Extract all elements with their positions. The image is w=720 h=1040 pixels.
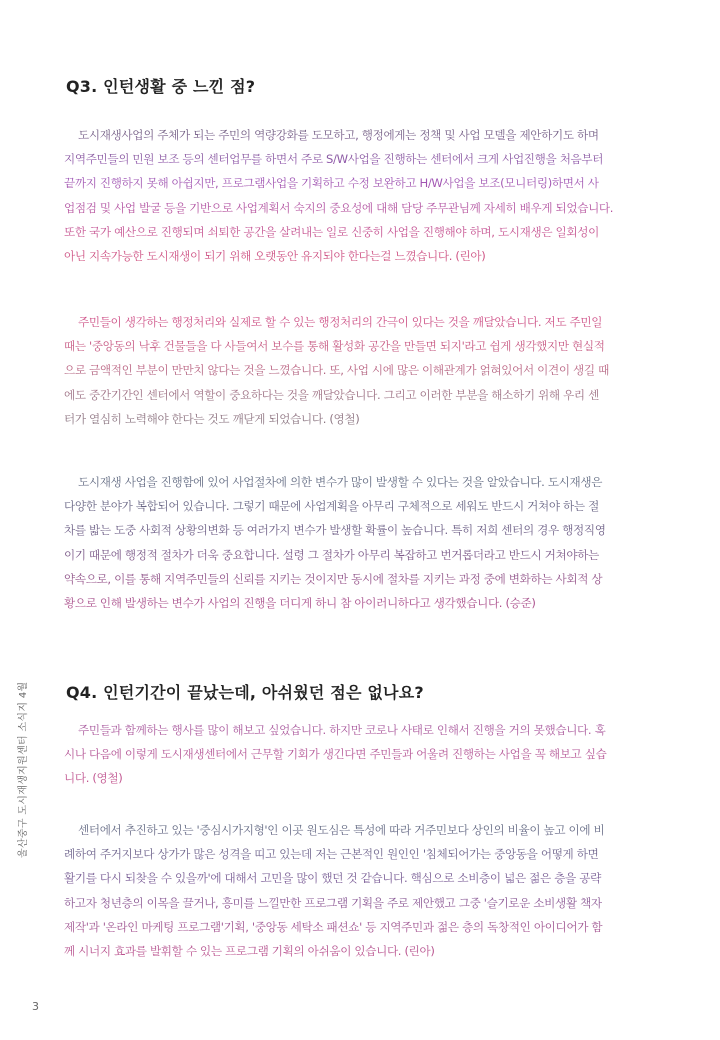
- text-line: 니다. (영철): [64, 771, 123, 786]
- text-line: 례하여 주거지보다 상가가 많은 성격을 띠고 있는데 저는 근본적인 원인인 '침체되어가는 중앙동을 어떻게 하면: [64, 847, 599, 862]
- question-3-title: Q3. 인턴생활 중 느낀 점?: [66, 77, 256, 96]
- text-line: 하고자 청년층의 이목을 끌거나, 흥미를 느낄만한 프로그램 기획을 주로 제안했고 그중 '슬기로운 소비생활 책자: [64, 895, 602, 910]
- answer-paragraph: [64, 470, 654, 615]
- text-line: 때는 '중앙동의 낙후 건물들을 다 사들여서 보수를 통해 활성화 공간을 만들면 되지'라고 쉽게 생각했지만 현실적: [64, 339, 605, 354]
- text-line: 황으로 인해 발생하는 변수가 사업의 진행을 더디게 하니 참 아이러니하다고 생각했습니다. (승준): [64, 596, 536, 611]
- text-line: 도시재생 사업을 진행함에 있어 사업절차에 의한 변수가 많이 발생할 수 있다는 것을 알았습니다. 도시재생은: [78, 475, 603, 489]
- answer-paragraph: [64, 818, 654, 963]
- text-line: 업점검 및 사업 발굴 등을 기반으로 사업계획서 숙지의 중요성에 대해 담당 주무관님께 자세히 배우게 되었습니다.: [64, 200, 614, 215]
- answer-paragraph: [64, 123, 654, 268]
- text-line: 센터에서 추진하고 있는 '중심시가지형'인 이곳 원도심은 특성에 따라 거주민보다 상인의 비율이 높고 이에 비: [78, 823, 605, 837]
- text-line: 도시재생사업의 주체가 되는 주민의 역량강화를 도모하고, 행정에게는 정책 및 사업 모델을 제안하기도 하며: [78, 128, 599, 142]
- answer-paragraph: [64, 718, 654, 791]
- text-line: 또한 국가 예산으로 진행되며 쇠퇴한 공간을 살려내는 일로 신중히 사업을 진행해야 하며, 도시재생은 일회성이: [64, 224, 599, 239]
- text-line: 약속으로, 이를 통해 지역주민들의 신뢰를 지키는 것이지만 동시에 절차를 지키는 과정 중에 변화하는 사회적 상: [64, 571, 603, 586]
- text-line: 제작'과 '온라인 마케팅 프로그램'기획, '중앙동 세탁소 패션쇼' 등 지역주민과 젊은 층의 독창적인 아이디어가 함: [64, 919, 603, 934]
- text-line: 으로 금액적인 부분이 만만치 않다는 것을 느꼈습니다. 또, 사업 시에 많은 이해관계가 얽혀있어서 이견이 생길 때: [64, 363, 609, 378]
- text-line: 에도 중간기간인 센터에서 역할이 중요하다는 것을 깨달았습니다. 그리고 이러한 부분을 해소하기 위해 우리 센: [64, 387, 599, 402]
- text-line: 시나 다음에 이렇게 도시재생센터에서 근무할 기회가 생긴다면 주민들과 어울려 진행하는 사업을 꼭 해보고 싶습: [64, 747, 607, 762]
- text-line: 께 시너지 효과를 발휘할 수 있는 프로그램 기획의 아쉬움이 있습니다. (린아): [64, 944, 435, 959]
- text-line: 주민들이 생각하는 행정처리와 실제로 할 수 있는 행정처리의 간극이 있다는 것을 깨달았습니다. 저도 주민일: [78, 315, 603, 329]
- text-line: 차를 밟는 도중 사회적 상황의변화 등 여러가지 변수가 발생할 확률이 높습니다. 특히 저희 센터의 경우 행정직영: [64, 523, 606, 538]
- text-line: 터가 열심히 노력해야 한다는 것도 깨닫게 되었습니다. (영철): [64, 411, 360, 426]
- page-number: 3: [32, 1000, 39, 1013]
- text-line: 주민들과 함께하는 행사를 많이 해보고 싶었습니다. 하지만 코로나 사태로 인해서 진행을 거의 못했습니다. 혹: [78, 723, 606, 737]
- question-4-title: Q4. 인턴기간이 끝났는데, 아쉬웠던 점은 없나요?: [66, 683, 424, 702]
- text-line: 다양한 분야가 복합되어 있습니다. 그렇기 때문에 사업계획을 아무리 구체적으로 세워도 반드시 거쳐야 하는 절: [64, 499, 599, 514]
- text-line: 지역주민들의 민원 보조 등의 센터업무를 하면서 주로 S/W사업을 진행하는 센터에서 크게 사업진행을 처음부터: [64, 152, 604, 167]
- newsletter-side-label: 울산중구 도시재생지원센터 소식지 4월: [18, 681, 29, 858]
- text-line: 이기 때문에 행정적 절차가 더욱 중요합니다. 설령 그 절차가 아무리 복잡하고 번거롭더라고 반드시 거쳐야하는: [64, 547, 599, 562]
- text-line: 활기를 다시 되찾을 수 있을까'에 대해서 고민을 많이 했던 것 같습니다. 핵심으로 소비층이 넓은 젊은 층을 공략: [64, 871, 601, 886]
- text-line: 아닌 지속가능한 도시재생이 되기 위해 오랫동안 유지되야 한다는걸 느꼈습니다. (린아): [64, 249, 486, 264]
- answer-paragraph: [64, 310, 654, 431]
- text-line: 끝까지 진행하지 못해 아쉽지만, 프로그램사업을 기획하고 수정 보완하고 H/W사업을 보조(모니터링)하면서 사: [64, 176, 599, 191]
